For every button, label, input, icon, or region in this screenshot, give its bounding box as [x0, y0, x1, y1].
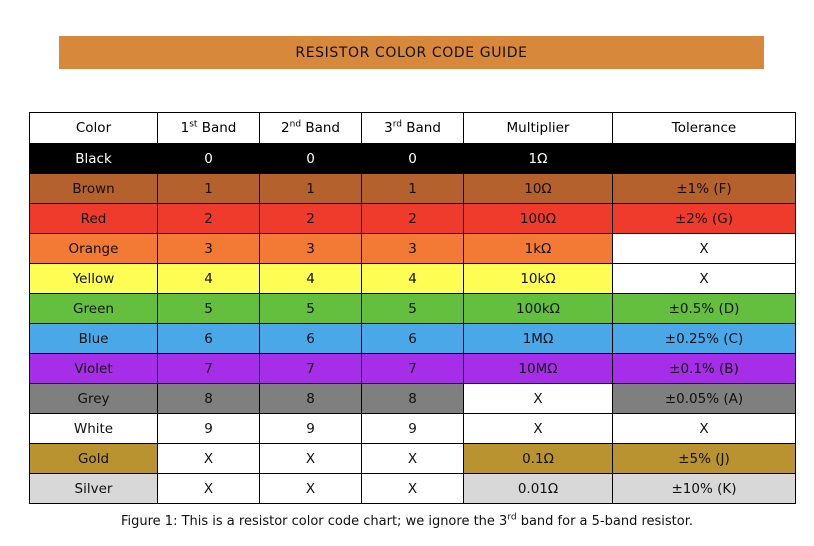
cell-tolerance: X: [613, 414, 796, 444]
cell-tolerance: ±0.25% (C): [613, 324, 796, 354]
cell-multiplier: 10Ω: [464, 174, 613, 204]
chart-title: [59, 36, 764, 69]
cell-color: White: [30, 414, 158, 444]
cell-tolerance: ±0.5% (D): [613, 294, 796, 324]
table-row-red: [30, 204, 796, 234]
header-band3: 3rd Band: [362, 113, 464, 144]
header-color: Color: [30, 113, 158, 144]
cell-tolerance: ±0.1% (B): [613, 354, 796, 384]
cell-multiplier: 1kΩ: [464, 234, 613, 264]
cell-color: Red: [30, 204, 158, 234]
cell-band3: 6: [362, 324, 464, 354]
cell-band1: 3: [158, 234, 260, 264]
table-row-green: [30, 294, 796, 324]
cell-multiplier: X: [464, 414, 613, 444]
cell-color: Blue: [30, 324, 158, 354]
cell-band1: 8: [158, 384, 260, 414]
cell-band1: 5: [158, 294, 260, 324]
cell-band2: 2: [260, 204, 362, 234]
cell-multiplier: 100Ω: [464, 204, 613, 234]
cell-tolerance: X: [613, 234, 796, 264]
cell-multiplier: 10MΩ: [464, 354, 613, 384]
cell-color: Silver: [30, 474, 158, 504]
cell-band2: X: [260, 444, 362, 474]
cell-band3: 4: [362, 264, 464, 294]
table-header-row: [30, 113, 796, 144]
cell-band2: X: [260, 474, 362, 504]
cell-tolerance: ±2% (G): [613, 204, 796, 234]
cell-color: Black: [30, 144, 158, 174]
cell-tolerance: ±5% (J): [613, 444, 796, 474]
table-row-black: [30, 144, 796, 174]
cell-band3: 9: [362, 414, 464, 444]
cell-tolerance: ±0.05% (A): [613, 384, 796, 414]
cell-multiplier: X: [464, 384, 613, 414]
cell-color: Brown: [30, 174, 158, 204]
cell-tolerance: ±1% (F): [613, 174, 796, 204]
cell-band2: 6: [260, 324, 362, 354]
table-row-silver: [30, 474, 796, 504]
cell-color: Yellow: [30, 264, 158, 294]
table-row-gold: [30, 444, 796, 474]
cell-band3: 5: [362, 294, 464, 324]
cell-band1: 2: [158, 204, 260, 234]
table-row-grey: [30, 384, 796, 414]
cell-tolerance: [613, 144, 796, 174]
cell-color: Violet: [30, 354, 158, 384]
cell-band3: X: [362, 474, 464, 504]
cell-band2: 4: [260, 264, 362, 294]
cell-band3: 3: [362, 234, 464, 264]
cell-band2: 8: [260, 384, 362, 414]
header-band2: 2nd Band: [260, 113, 362, 144]
cell-band1: 7: [158, 354, 260, 384]
cell-multiplier: 0.1Ω: [464, 444, 613, 474]
cell-color: Orange: [30, 234, 158, 264]
cell-band3: 0: [362, 144, 464, 174]
cell-band2: 1: [260, 174, 362, 204]
table-row-white: [30, 414, 796, 444]
header-band1: 1st Band: [158, 113, 260, 144]
cell-multiplier: 10kΩ: [464, 264, 613, 294]
cell-band2: 5: [260, 294, 362, 324]
cell-band1: 1: [158, 174, 260, 204]
cell-multiplier: 100kΩ: [464, 294, 613, 324]
cell-band1: X: [158, 444, 260, 474]
cell-color: Grey: [30, 384, 158, 414]
color-code-table: [29, 112, 796, 504]
table-row-violet: [30, 354, 796, 384]
cell-band1: 0: [158, 144, 260, 174]
figure-caption: Figure 1: This is a resistor color code chart; we ignore the 3rd band for a 5-band resistor.: [120, 512, 694, 529]
cell-band3: 7: [362, 354, 464, 384]
table-body: [30, 144, 796, 504]
cell-band3: 1: [362, 174, 464, 204]
table-row-blue: [30, 324, 796, 354]
cell-band2: 0: [260, 144, 362, 174]
cell-band3: 2: [362, 204, 464, 234]
table-row-brown: [30, 174, 796, 204]
cell-band1: X: [158, 474, 260, 504]
cell-multiplier: 0.01Ω: [464, 474, 613, 504]
cell-tolerance: ±10% (K): [613, 474, 796, 504]
chart-title-text: RESISTOR COLOR CODE GUIDE: [295, 44, 528, 61]
header-multiplier: Multiplier: [464, 113, 613, 144]
cell-band1: 6: [158, 324, 260, 354]
cell-band2: 9: [260, 414, 362, 444]
cell-multiplier: 1Ω: [464, 144, 613, 174]
cell-band3: 8: [362, 384, 464, 414]
cell-band1: 9: [158, 414, 260, 444]
cell-band2: 7: [260, 354, 362, 384]
table-row-yellow: [30, 264, 796, 294]
header-tolerance: Tolerance: [613, 113, 796, 144]
cell-band2: 3: [260, 234, 362, 264]
cell-multiplier: 1MΩ: [464, 324, 613, 354]
cell-color: Green: [30, 294, 158, 324]
cell-band1: 4: [158, 264, 260, 294]
cell-tolerance: X: [613, 264, 796, 294]
table-row-orange: [30, 234, 796, 264]
cell-band3: X: [362, 444, 464, 474]
cell-color: Gold: [30, 444, 158, 474]
